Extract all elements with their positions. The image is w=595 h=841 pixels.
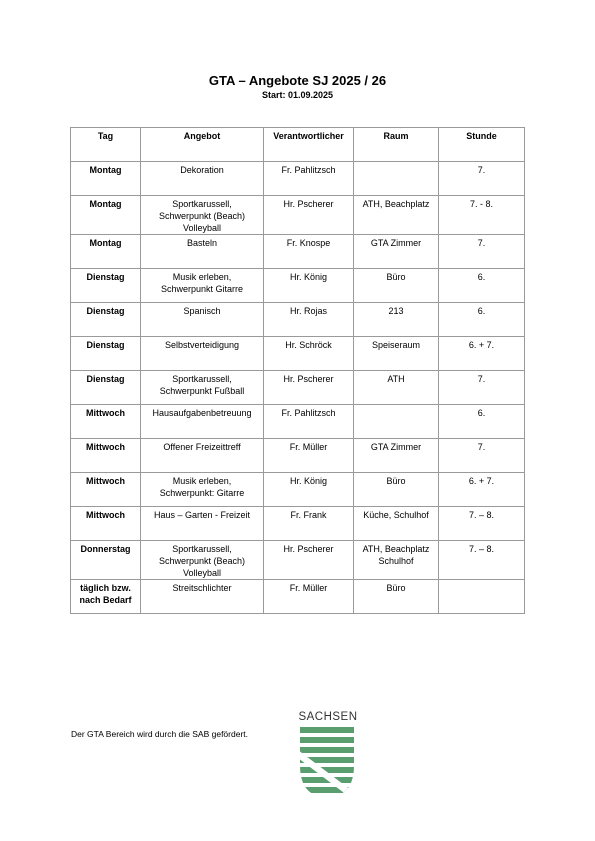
sachsen-logo-text: SACHSEN xyxy=(298,711,358,723)
cell-raum xyxy=(354,337,439,371)
cell-line: ATH, Beachplatz xyxy=(362,199,430,209)
cell-line: Büro xyxy=(386,476,406,486)
cell-stunde: 7. xyxy=(439,235,525,269)
cell-line: Büro xyxy=(386,583,406,593)
cell-line: Sportkarussell, xyxy=(172,374,232,384)
cell-verantwortlicher: Hr. Pscherer xyxy=(264,196,354,235)
cell-line: Schwerpunkt (Beach) xyxy=(158,556,246,566)
cell-stunde: 6. xyxy=(439,269,525,303)
cell-line: Mittwoch xyxy=(86,476,125,486)
cell-angebot xyxy=(141,162,264,196)
cell-verantwortlicher: Fr. Müller xyxy=(264,580,354,614)
cell-line: Hausaufgabenbetreuung xyxy=(152,408,252,418)
cell-raum xyxy=(354,439,439,473)
cell-verantwortlicher: Fr. Pahlitzsch xyxy=(264,405,354,439)
cell-angebot xyxy=(141,371,264,405)
cell-tag xyxy=(71,473,141,507)
cell-line: Montag xyxy=(89,238,122,248)
cell-tag xyxy=(71,303,141,337)
table-row xyxy=(71,371,525,405)
column-header-stunde: Stunde xyxy=(439,128,525,162)
cell-verantwortlicher: Fr. Knospe xyxy=(264,235,354,269)
cell-angebot xyxy=(141,405,264,439)
cell-verantwortlicher: Hr. Schröck xyxy=(264,337,354,371)
table-row xyxy=(71,303,525,337)
cell-angebot xyxy=(141,269,264,303)
seal-stripe xyxy=(298,747,356,753)
cell-line: Dienstag xyxy=(86,272,125,282)
cell-line: Offener Freizeittreff xyxy=(163,442,241,452)
cell-angebot xyxy=(141,337,264,371)
cell-line: Streitschlichter xyxy=(172,583,232,593)
cell-line: Mittwoch xyxy=(86,442,125,452)
cell-line: Montag xyxy=(89,199,122,209)
cell-line: Sportkarussell, xyxy=(172,199,232,209)
cell-raum xyxy=(354,405,439,439)
cell-tag xyxy=(71,541,141,580)
cell-line: Haus – Garten - Freizeit xyxy=(153,510,251,520)
cell-line: Mittwoch xyxy=(86,510,125,520)
cell-verantwortlicher: Fr. Müller xyxy=(264,439,354,473)
cell-raum xyxy=(354,196,439,235)
cell-line: nach Bedarf xyxy=(79,595,132,605)
cell-angebot xyxy=(141,196,264,235)
table-header-row xyxy=(71,128,525,162)
cell-line: Donnerstag xyxy=(80,544,131,554)
cell-tag xyxy=(71,439,141,473)
cell-tag xyxy=(71,405,141,439)
table-row xyxy=(71,473,525,507)
cell-line: Selbstverteidigung xyxy=(164,340,240,350)
cell-line: Montag xyxy=(89,165,122,175)
cell-tag xyxy=(71,235,141,269)
cell-line: ATH, Beachplatz xyxy=(362,544,430,554)
cell-raum xyxy=(354,235,439,269)
table-row xyxy=(71,162,525,196)
cell-raum xyxy=(354,303,439,337)
funding-note: Der GTA Bereich wird durch die SAB gefördert. xyxy=(71,729,249,739)
cell-raum xyxy=(354,541,439,580)
page-title: GTA – Angebote SJ 2025 / 26 xyxy=(208,73,387,88)
cell-tag xyxy=(71,337,141,371)
sachsen-logo xyxy=(298,711,358,799)
cell-line: Spanisch xyxy=(183,306,221,316)
cell-stunde: 7. xyxy=(439,439,525,473)
cell-stunde: 7. – 8. xyxy=(439,541,525,580)
cell-tag xyxy=(71,196,141,235)
cell-line: Musik erleben, xyxy=(172,476,232,486)
cell-verantwortlicher: Fr. Pahlitzsch xyxy=(264,162,354,196)
cell-line: GTA Zimmer xyxy=(370,238,422,248)
cell-line: Basteln xyxy=(186,238,218,248)
cell-line: 213 xyxy=(388,306,404,316)
cell-stunde: 7. – 8. xyxy=(439,507,525,541)
cell-angebot xyxy=(141,580,264,614)
cell-line: Musik erleben, xyxy=(172,272,232,282)
cell-raum xyxy=(354,473,439,507)
cell-verantwortlicher: Fr. Frank xyxy=(264,507,354,541)
cell-verantwortlicher: Hr. König xyxy=(264,473,354,507)
table-body xyxy=(71,162,525,614)
cell-line: GTA Zimmer xyxy=(370,442,422,452)
cell-verantwortlicher: Hr. Pscherer xyxy=(264,371,354,405)
cell-angebot xyxy=(141,303,264,337)
cell-stunde: 6. + 7. xyxy=(439,473,525,507)
cell-line: Küche, Schulhof xyxy=(363,510,429,520)
cell-angebot xyxy=(141,473,264,507)
cell-line: ATH xyxy=(387,374,405,384)
cell-raum xyxy=(354,507,439,541)
cell-line: Dienstag xyxy=(86,340,125,350)
column-header-angebot: Angebot xyxy=(141,128,264,162)
table-row xyxy=(71,580,525,614)
cell-stunde: 7. - 8. xyxy=(439,196,525,235)
cell-raum xyxy=(354,162,439,196)
cell-angebot xyxy=(141,507,264,541)
table-row xyxy=(71,337,525,371)
cell-raum xyxy=(354,580,439,614)
cell-tag xyxy=(71,507,141,541)
table-row xyxy=(71,541,525,580)
cell-angebot xyxy=(141,235,264,269)
cell-verantwortlicher: Hr. Rojas xyxy=(264,303,354,337)
gta-offers-table xyxy=(70,127,525,614)
cell-stunde: 6. xyxy=(439,405,525,439)
cell-line: Dienstag xyxy=(86,306,125,316)
cell-line: Volleyball xyxy=(182,223,222,233)
cell-line: Schwerpunkt Fußball xyxy=(159,386,245,396)
table-row xyxy=(71,507,525,541)
table-row xyxy=(71,235,525,269)
cell-tag xyxy=(71,269,141,303)
cell-verantwortlicher: Hr. König xyxy=(264,269,354,303)
cell-tag xyxy=(71,162,141,196)
cell-verantwortlicher: Hr. Pscherer xyxy=(264,541,354,580)
cell-line: Schwerpunkt (Beach) xyxy=(158,211,246,221)
cell-line: Dekoration xyxy=(180,165,224,175)
cell-line: Büro xyxy=(386,272,406,282)
cell-tag xyxy=(71,580,141,614)
table-row xyxy=(71,196,525,235)
cell-stunde: 7. xyxy=(439,371,525,405)
sachsen-coat-of-arms-icon xyxy=(298,725,356,799)
seal-stripe xyxy=(298,737,356,743)
cell-stunde: 7. xyxy=(439,162,525,196)
table-row xyxy=(71,405,525,439)
cell-line: Schulhof xyxy=(378,556,414,566)
cell-raum xyxy=(354,269,439,303)
table-row xyxy=(71,439,525,473)
column-header-tag: Tag xyxy=(71,128,141,162)
cell-line: täglich bzw. xyxy=(80,583,131,593)
cell-line: Mittwoch xyxy=(86,408,125,418)
cell-stunde: 6. + 7. xyxy=(439,337,525,371)
cell-line: Speiseraum xyxy=(371,340,421,350)
seal-stripe xyxy=(298,727,356,733)
column-header-verantwortlicher: Verantwortlicher xyxy=(264,128,354,162)
cell-stunde: 6. xyxy=(439,303,525,337)
cell-line: Volleyball xyxy=(182,568,222,578)
cell-line: Schwerpunkt Gitarre xyxy=(160,284,244,294)
column-header-raum: Raum xyxy=(354,128,439,162)
cell-raum xyxy=(354,371,439,405)
cell-line: Sportkarussell, xyxy=(172,544,232,554)
cell-line: Schwerpunkt: Gitarre xyxy=(159,488,245,498)
page-subtitle: Start: 01.09.2025 xyxy=(261,90,334,100)
cell-tag xyxy=(71,371,141,405)
cell-angebot xyxy=(141,439,264,473)
table-row xyxy=(71,269,525,303)
cell-angebot xyxy=(141,541,264,580)
cell-line: Dienstag xyxy=(86,374,125,384)
cell-stunde xyxy=(439,580,525,614)
